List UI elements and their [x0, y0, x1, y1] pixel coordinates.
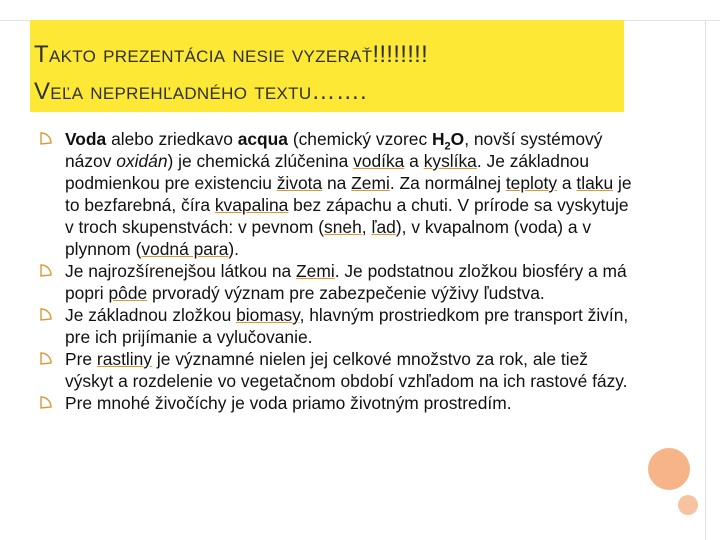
link-zivota[interactable]: života: [276, 173, 323, 193]
list-item: [36, 128, 632, 260]
link-vodika[interactable]: vodíka: [353, 151, 405, 171]
title-box: [30, 20, 624, 112]
quarter-circle-bullet-icon: [40, 263, 52, 277]
link-zemi[interactable]: Zemi: [296, 261, 335, 281]
right-border-line: [705, 20, 720, 540]
link-kvapalina[interactable]: kvapalina: [214, 195, 289, 215]
text: ).: [228, 239, 240, 259]
link-teploty[interactable]: teploty: [505, 173, 558, 193]
quarter-circle-bullet-icon: [40, 307, 52, 321]
text: . Je základnou podmienkou pre existenciu: [65, 151, 589, 193]
text: Pre: [65, 349, 97, 369]
text: . Je podstatnou zložkou biosféry a má popri: [65, 261, 627, 303]
slide-title: [34, 36, 428, 110]
quarter-circle-bullet-icon: [40, 351, 52, 365]
formula-subscript: 2: [444, 140, 451, 153]
formula-h: H: [431, 129, 445, 149]
text: Je najrozšírenejšou látkou na: [65, 261, 297, 281]
text: (chemický vzorec: [287, 129, 432, 149]
link-tlaku[interactable]: tlaku: [576, 173, 614, 193]
text: je to bezfarebná, číra: [65, 173, 632, 215]
list-item: [36, 392, 632, 414]
text: a: [557, 173, 577, 193]
link-vodna-para[interactable]: vodná para: [141, 239, 229, 259]
link-pode[interactable]: pôde: [108, 283, 148, 303]
link-biomasy[interactable]: biomasy: [236, 305, 300, 325]
text: , novší systémový názov: [65, 129, 603, 171]
text: , hlavným prostriedkom pre transport živín, pre ich prijímanie a vylučovanie.: [65, 305, 629, 347]
list-item: [36, 260, 632, 304]
term-voda: Voda: [65, 129, 107, 149]
term-acqua: acqua: [237, 129, 288, 149]
text: . Za normálnej: [389, 173, 506, 193]
title-line-2: Veľa neprehľadného textu…….: [34, 78, 368, 105]
text: ) je chemická zlúčenina: [167, 151, 354, 171]
text: je významné nielen jej celkové množstvo za rok, ale tiež výskyt a rozdelenie vo vegetačnom období vzhľadom na ich rastové fázy.: [65, 349, 628, 391]
text: prvoradý význam pre zabezpečenie výživy ľudstva.: [147, 283, 545, 303]
formula-o: O: [450, 129, 465, 149]
text: Pre mnohé živočíchy je voda priamo životným prostredím.: [65, 393, 512, 413]
link-sneh[interactable]: sneh: [324, 217, 362, 237]
link-zemi[interactable]: Zemi: [351, 173, 390, 193]
link-kyslika[interactable]: kyslíka: [423, 151, 477, 171]
text: ,: [361, 217, 372, 237]
text: bez zápachu a chuti. V prírode sa vyskytuje v troch skupenstvách: v pevnom (: [65, 195, 629, 237]
quarter-circle-bullet-icon: [40, 131, 52, 145]
decorative-circle-small: [678, 495, 698, 515]
title-line-1: Takto prezentácia nesie vyzerať!!!!!!!!: [34, 41, 429, 68]
text: a: [404, 151, 424, 171]
top-border-line: [0, 0, 720, 21]
link-lad[interactable]: ľad: [371, 217, 396, 237]
text: alebo zriedkavo: [106, 129, 238, 149]
term-oxidan: oxidán: [116, 151, 168, 171]
quarter-circle-bullet-icon: [40, 395, 52, 409]
link-rastliny[interactable]: rastliny: [96, 349, 152, 369]
text: ), v kvapalnom (voda) a v plynnom (: [65, 217, 592, 259]
bullet-list: [36, 128, 632, 414]
list-item: [36, 304, 632, 348]
text: Je základnou zložkou: [65, 305, 237, 325]
list-item: [36, 348, 632, 392]
text: na: [322, 173, 352, 193]
decorative-circle-large: [648, 448, 690, 490]
